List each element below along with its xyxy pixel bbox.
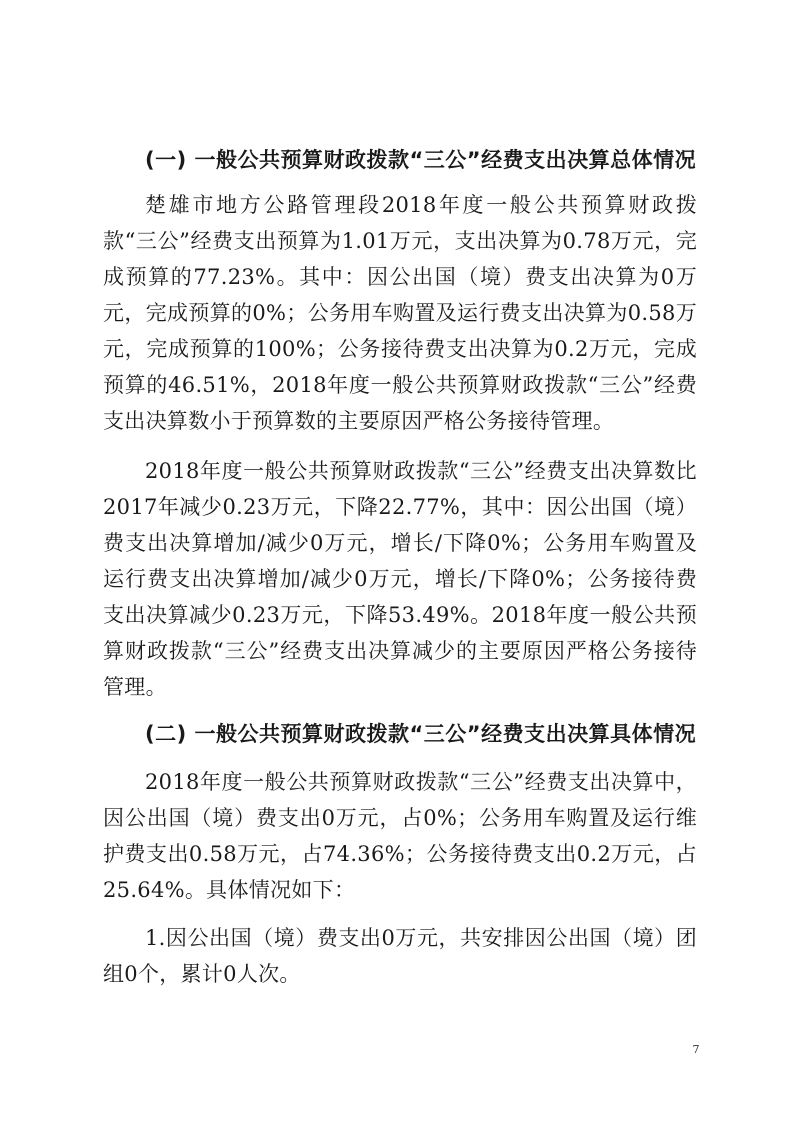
section-heading-details: (二) 一般公共预算财政拨款“三公”经费支出决算具体情况 (145, 722, 697, 746)
section-heading-overall: (一) 一般公共预算财政拨款“三公”经费支出决算总体情况 (145, 148, 697, 172)
paragraph-overseas-travel: 1.因公出国（境）费支出0万元，共安排因公出国（境）团组0个，累计0人次。 (103, 926, 697, 986)
document-body (103, 142, 697, 992)
paragraph-year-comparison: 2018年度一般公共预算财政拨款“三公”经费支出决算数比2017年减少0.23万元，下降22.77%，其中：因公出国（境）费支出决算增加/减少0万元，增长/下降0%；公务用车购置及运行费支出决算增加/减少0万元，增长/下降0%；公务接待费支出决算减少0.23万元，下降53.49%。2018年度一般公共预算财政拨款“三公”经费支出决算减少的主要原因严格公务接待管理。 (103, 459, 697, 699)
paragraph-budget-summary: 楚雄市地方公路管理段2018年度一般公共预算财政拨款“三公”经费支出预算为1.01万元，支出决算为0.78万元，完成预算的77.23%。其中：因公出国（境）费支出决算为0万元，完成预算的0%；公务用车购置及运行费支出决算为0.58万元，完成预算的100%；公务接待费支出决算为0.2万元，完成预算的46.51%，2018年度一般公共预算财政拨款“三公”经费支出决算数小于预算数的主要原因严格公务接待管理。 (103, 193, 697, 433)
page-number: 7 (692, 1043, 700, 1056)
paragraph-expense-breakdown: 2018年度一般公共预算财政拨款“三公”经费支出决算中，因公出国（境）费支出0万元，占0%；公务用车购置及运行维护费支出0.58万元，占74.36%；公务接待费支出0.2万元，占25.64%。具体情况如下： (103, 770, 697, 902)
